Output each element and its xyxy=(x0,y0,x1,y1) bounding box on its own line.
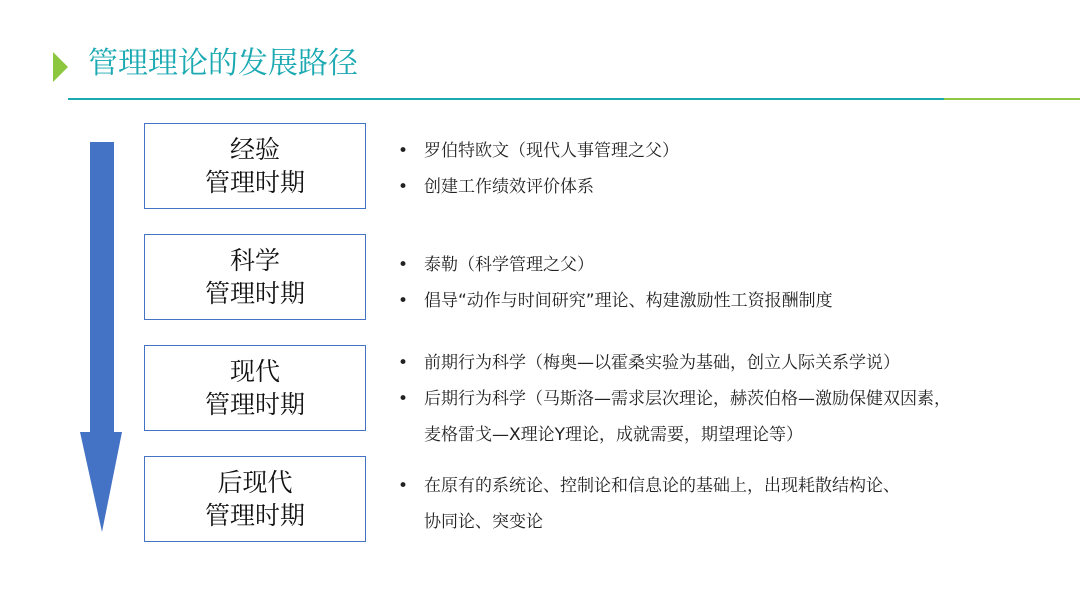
bullet-text: 罗伯特欧文（现代人事管理之父） xyxy=(424,141,679,161)
title-rule xyxy=(68,98,944,100)
bullet-icon: • xyxy=(398,177,409,197)
period-name: 现代 xyxy=(229,357,280,386)
bullet-text-continued: 协同论、突变论 xyxy=(424,512,543,532)
bullet-icon: • xyxy=(398,353,409,373)
bullet-icon: • xyxy=(398,255,409,275)
bullet-icon: • xyxy=(398,389,409,409)
bullet-icon: • xyxy=(398,476,409,496)
period-suffix: 管理时期 xyxy=(204,279,305,308)
bullet-text: 后期行为科学（马斯洛—需求层次理论，赫茨伯格—激励保健双因素， xyxy=(424,389,951,409)
arrow-down-icon xyxy=(72,140,124,536)
bullet-icon: • xyxy=(398,291,409,311)
period-box-empirical xyxy=(144,123,366,209)
bullet-text: 倡导“动作与时间研究”理论、构建激励性工资报酬制度 xyxy=(424,291,833,311)
period-suffix: 管理时期 xyxy=(204,501,305,530)
period-name: 科学 xyxy=(229,246,280,275)
title-rule-accent xyxy=(944,98,1080,100)
bullet-text: 在原有的系统论、控制论和信息论的基础上，出现耗散结构论、 xyxy=(424,476,900,496)
period-suffix: 管理时期 xyxy=(204,390,305,419)
period-box-modern xyxy=(144,345,366,431)
page-title: 管理理论的发展路径 xyxy=(88,46,358,81)
period-name: 经验 xyxy=(229,135,280,164)
period-box-postmodern xyxy=(144,456,366,542)
bullet-text: 前期行为科学（梅奥—以霍桑实验为基础，创立人际关系学说） xyxy=(424,353,900,373)
bullet-text: 泰勒（科学管理之父） xyxy=(424,255,594,275)
bullet-text: 创建工作绩效评价体系 xyxy=(424,177,594,197)
bullet-icon: • xyxy=(398,141,409,161)
period-suffix: 管理时期 xyxy=(204,168,305,197)
title-marker-icon xyxy=(53,52,68,82)
bullet-text-continued: 麦格雷戈—X理论Y理论，成就需要，期望理论等） xyxy=(424,425,804,445)
period-name: 后现代 xyxy=(217,468,293,497)
period-box-scientific xyxy=(144,234,366,320)
